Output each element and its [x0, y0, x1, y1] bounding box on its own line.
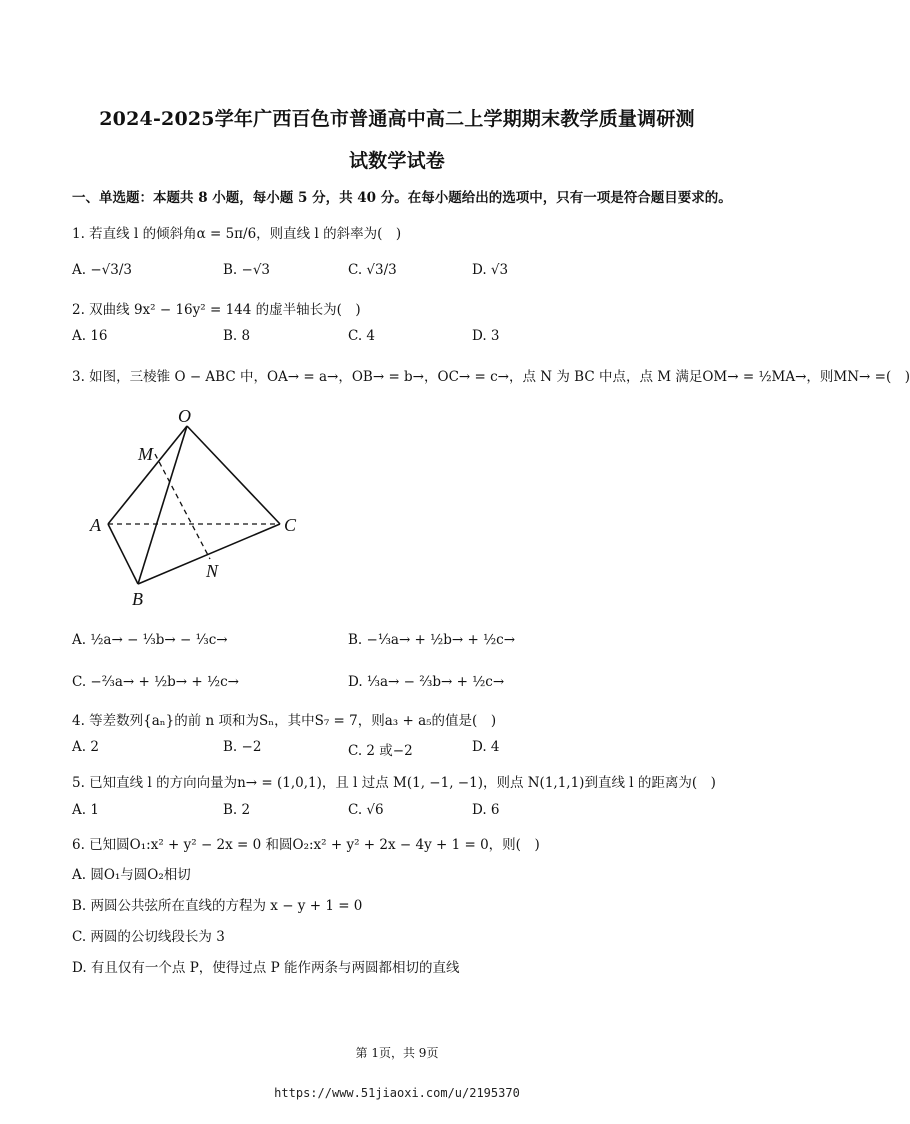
q2-option-c: C. 4 [348, 328, 376, 344]
label-n: N [206, 561, 219, 581]
question-2: 2. 双曲线 9x² − 16y² = 144 的虚半轴长为( ) [72, 302, 361, 318]
q5-option-d: D. 6 [472, 802, 500, 818]
label-c: C [284, 515, 297, 535]
q3-option-d: D. ⅓a→ − ⅔b→ + ½c→ [348, 674, 505, 690]
label-o: O [178, 406, 191, 426]
label-m: M [138, 444, 153, 464]
question-4: 4. 等差数列{aₙ}的前 n 项和为Sₙ，其中S₇ = 7，则a₃ + a₅的值是( ) [72, 713, 497, 729]
q1-option-a: A. −√3/3 [72, 262, 132, 278]
section-heading: 一、单选题：本题共 8 小题，每小题 5 分，共 40 分。在每小题给出的选项中，只有一项是符合题目要求的。 [72, 190, 732, 206]
title-line-1: 2024-2025学年广西百色市普通高中高二上学期期末教学质量调研测 [99, 108, 695, 130]
edge-oa [108, 426, 187, 524]
q3-option-c: C. −⅔a→ + ½b→ + ½c→ [72, 674, 239, 690]
label-b: B [132, 589, 143, 609]
q2-option-b: B. 8 [223, 328, 251, 344]
q5-option-b: B. 2 [223, 802, 251, 818]
tetrahedron-figure [80, 402, 320, 612]
segment-mn-hidden [155, 454, 210, 559]
edge-ab [108, 524, 138, 584]
q3-option-a: A. ½a→ − ⅓b→ − ⅓c→ [72, 632, 228, 648]
source-url: https://www.51jiaoxi.com/u/2195370 [274, 1086, 520, 1100]
q5-option-c: C. √6 [348, 802, 384, 818]
q2-option-a: A. 16 [72, 328, 108, 344]
q1-option-c: C. √3/3 [348, 262, 397, 278]
question-6: 6. 已知圆O₁:x² + y² − 2x = 0 和圆O₂:x² + y² + 2x − 4y + 1 = 0，则( ) [72, 837, 540, 853]
q6-option-c: C. 两圆的公切线段长为 3 [72, 929, 225, 945]
question-3: 3. 如图，三棱锥 O − ABC 中，OA→ = a→，OB→ = b→，OC→ = c→，点 N 为 BC 中点，点 M 满足OM→ = ½MA→，则MN→ =( ) [72, 369, 910, 385]
edge-oc [187, 426, 280, 524]
q1-option-b: B. −√3 [223, 262, 271, 278]
q6-option-d: D. 有且仅有一个点 P，使得过点 P 能作两条与两圆都相切的直线 [72, 960, 460, 976]
q4-option-a: A. 2 [72, 739, 99, 755]
page-footer: 第 1页，共 9页 [355, 1046, 439, 1060]
question-1: 1. 若直线 l 的倾斜角α = 5π/6，则直线 l 的斜率为( ) [72, 226, 402, 242]
q4-option-b: B. −2 [223, 739, 262, 755]
q5-option-a: A. 1 [72, 802, 99, 818]
q6-option-b: B. 两圆公共弦所在直线的方程为 x − y + 1 = 0 [72, 898, 363, 914]
q3-option-b: B. −⅓a→ + ½b→ + ½c→ [348, 632, 516, 648]
question-5: 5. 已知直线 l 的方向向量为n→ = (1,0,1)，且 l 过点 M(1, −1, −1)，则点 N(1,1,1)到直线 l 的距离为( ) [72, 775, 716, 791]
q6-option-a: A. 圆O₁与圆O₂相切 [72, 867, 191, 883]
q4-option-d: D. 4 [472, 739, 500, 755]
q4-option-c: C. 2 或−2 [348, 743, 413, 759]
q1-option-d: D. √3 [472, 262, 509, 278]
title-line-2: 试数学试卷 [348, 150, 445, 172]
label-a: A [90, 515, 101, 535]
q2-option-d: D. 3 [472, 328, 500, 344]
